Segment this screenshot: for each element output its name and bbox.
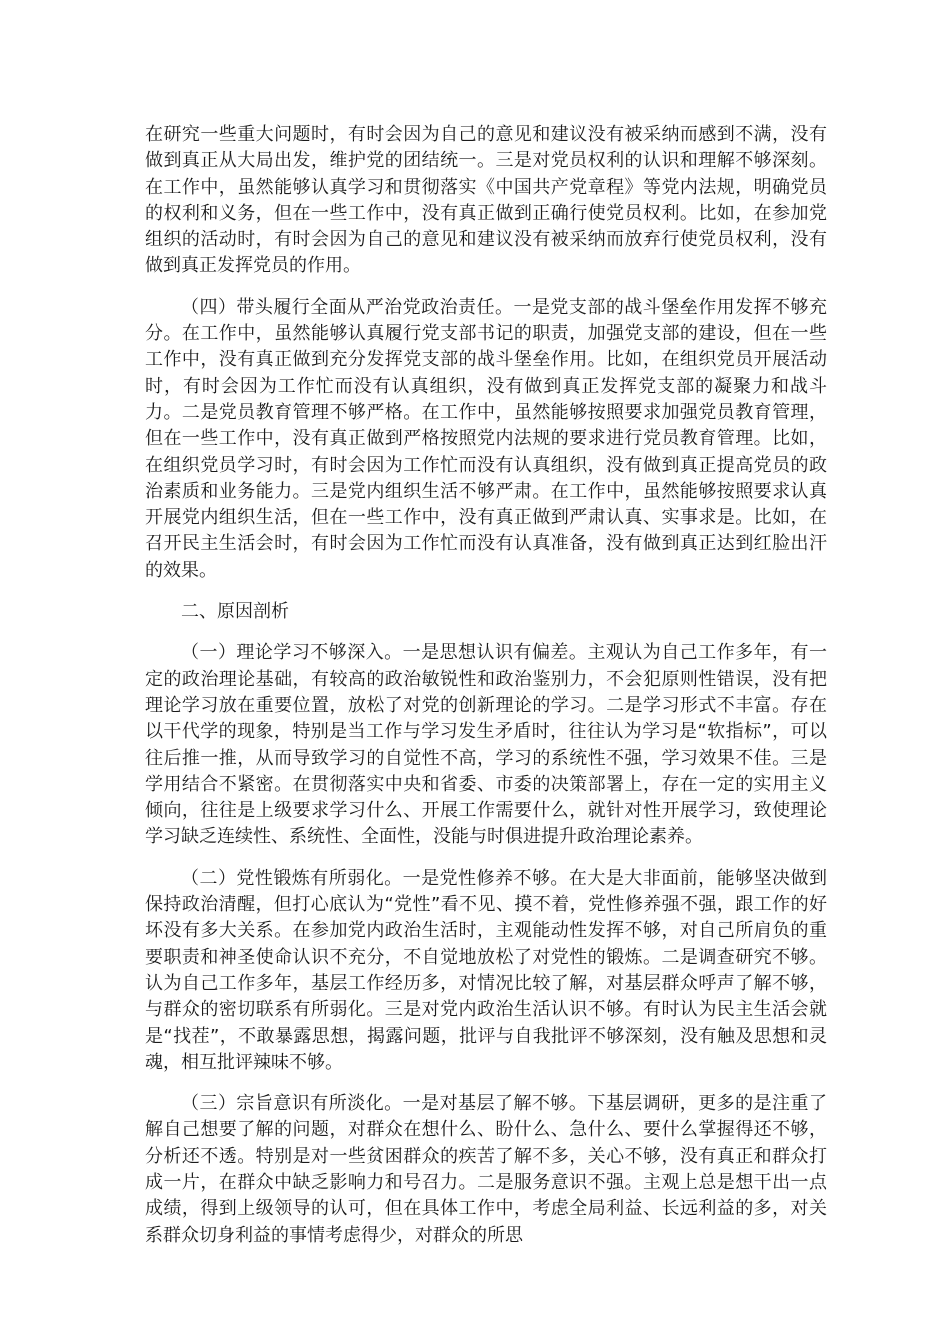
document-page — [145, 122, 827, 1264]
paragraph-cause-three: （三）宗旨意识有所淡化。一是对基层了解不够。下基层调研，更多的是注重了解自己想要了解的问题，对群众在想什么、盼什么、急什么、要什么掌握得还不够，分析还不透。特别是对一些贫困群众的疾苦了解不多，关心不够，没有真正和群众打成一片，在群众中缺乏影响力和号召力。二是服务意识不强。主观上总是想干出一点成绩，得到上级领导的认可，但在具体工作中，考虑全局利益、长远利益的多，对关系群众切身利益的事情考虑得少，对群众的所思 — [145, 1093, 827, 1246]
paragraph-section-four: （四）带头履行全面从严治党政治责任。一是党支部的战斗堡垒作用发挥不够充分。在工作中，虽然能够认真履行党支部书记的职责，加强党支部的建设，但在一些工作中，没有真正做到充分发挥党支部的战斗堡垒作用。比如，在组织党员开展活动时，有时会因为工作忙而没有认真组织，没有做到真正发挥党支部的凝聚力和战斗力。二是党员教育管理不够严格。在工作中，虽然能够按照要求加强党员教育管理，但在一些工作中，没有真正做到严格按照党内法规的要求进行党员教育管理。比如，在组织党员学习时，有时会因为工作忙而没有认真组织，没有做到真正提高党员的政治素质和业务能力。三是党内组织生活不够严肃。在工作中，虽然能够按照要求认真开展党内组织生活，但在一些工作中，没有真正做到严肃认真、实事求是。比如，在召开民主生活会时，有时会因为工作忙而没有认真准备，没有做到真正达到红脸出汗的效果。 — [145, 296, 827, 581]
paragraph-cause-two: （二）党性锻炼有所弱化。一是党性修养不够。在大是大非面前，能够坚决做到保持政治清醒，但打心底认为“党性”看不见、摸不着，党性修养强不强，跟工作的好坏没有多大关系。在参加党内政治生活时，主观能动性发挥不够，对自己所肩负的重要职责和神圣使命认识不充分，不自觉地放松了对党性的锻炼。二是调查研究不够。认为自己工作多年，基层工作经历多，对情况比较了解，对基层群众呼声了解不够，与群众的密切联系有所弱化。三是对党内政治生活认识不够。有时认为民主生活会就是“找茬”，不敢暴露思想，揭露问题，批评与自我批评不够深刻，没有触及思想和灵魂，相互批评辣味不够。 — [145, 867, 827, 1073]
paragraph-cause-one: （一）理论学习不够深入。一是思想认识有偏差。主观认为自己工作多年，有一定的政治理论基础，有较高的政治敏锐性和政治鉴别力，不会犯原则性错误，没有把理论学习放在重要位置，放松了对党的创新理论的学习。二是学习形式不丰富。存在以干代学的现象，特别是当工作与学习发生矛盾时，往往认为学习是“软指标”，可以往后推一推，从而导致学习的自觉性不高，学习的系统性不强，学习效果不佳。三是学用结合不紧密。在贯彻落实中央和省委、市委的决策部署上，存在一定的实用主义倾向，往往是上级要求学习什么、开展工作需要什么，就针对性开展学习，致使理论学习缺乏连续性、系统性、全面性，没能与时俱进提升政治理论素养。 — [145, 642, 827, 848]
section-heading-cause-analysis: 二、原因剖析 — [181, 601, 289, 623]
paragraph-continuation: 在研究一些重大问题时，有时会因为自己的意见和建议没有被采纳而感到不满，没有做到真正从大局出发，维护党的团结统一。三是对党员权利的认识和理解不够深刻。在工作中，虽然能够认真学习和贯彻落实《中国共产党章程》等党内法规，明确党员的权利和义务，但在一些工作中，没有真正做到正确行使党员权利。比如，在参加党组织的活动时，有时会因为自己的意见和建议没有被采纳而放弃行使党员权利，没有做到真正发挥党员的作用。 — [145, 124, 827, 277]
